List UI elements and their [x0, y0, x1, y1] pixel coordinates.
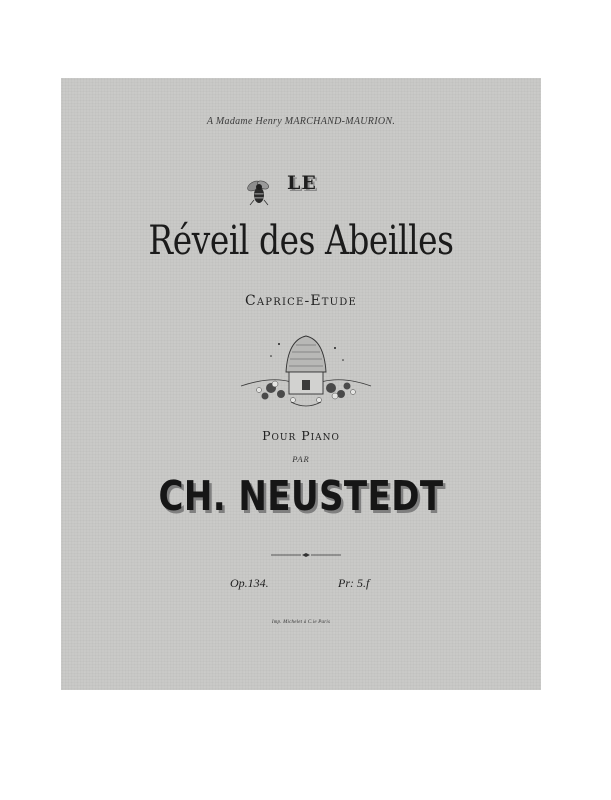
by-line: PAR [292, 454, 310, 464]
subtitle: Caprice-Etude [244, 293, 358, 309]
instrument-line: Pour Piano [262, 428, 340, 443]
sheet-music-cover [61, 78, 541, 690]
opus-number: Op.134. [230, 576, 269, 590]
dedication-line: A Madame Henry MARCHAND-MAURION. [206, 116, 396, 127]
imprint-line: Imp. Michelet à C.ie Paris [271, 620, 331, 625]
beehive-vignette-icon [231, 326, 381, 414]
page-title: Réveil des Abeilles [148, 218, 454, 264]
composer-name: CH. NEUSTEDT [158, 472, 444, 520]
title-article: LE [287, 172, 317, 194]
price: Pr: 5.f [338, 576, 370, 590]
bee-icon [245, 178, 271, 208]
ornamental-rule-icon [271, 552, 341, 558]
